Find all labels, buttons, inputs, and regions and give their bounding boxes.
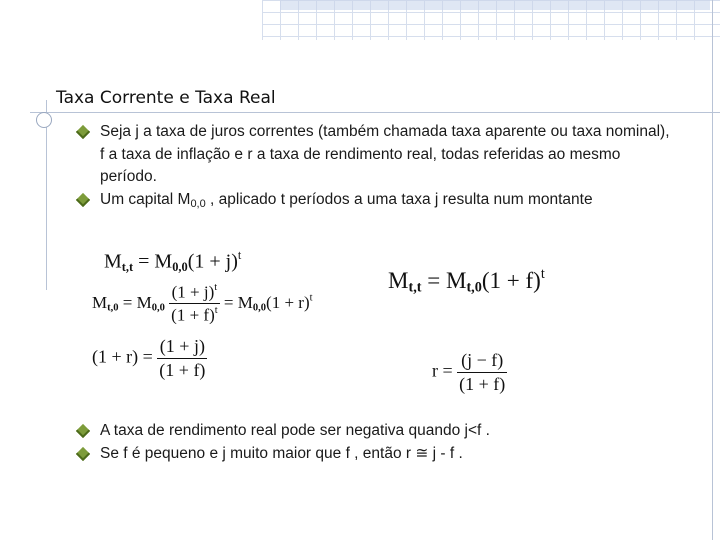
eq-symbol: = M xyxy=(118,292,152,312)
eq-body: (1 + j) xyxy=(187,250,238,273)
eq-symbol: M xyxy=(104,250,122,273)
left-accent-line xyxy=(46,100,47,290)
eq-fraction xyxy=(157,336,207,381)
bullet-list-top xyxy=(78,121,678,215)
eq-exponent: t xyxy=(540,266,545,282)
bullet-text: , aplicado t períodos a uma taxa j resulta num montante xyxy=(205,190,593,208)
eq-symbol: M xyxy=(388,267,409,293)
bullet-text: Seja j a taxa de juros correntes (também chamada taxa aparente ou taxa nominal), f a taxa de inflação e r a taxa de rendimento real, todas referidas ao mesmo período. xyxy=(100,123,670,185)
eq-body: (1 + r) xyxy=(266,292,310,312)
diamond-bullet-icon xyxy=(76,424,90,438)
eq-subscript: t,t xyxy=(121,259,134,274)
equation-taxa-real-fraction xyxy=(92,336,207,381)
eq-body: (1 + f) xyxy=(171,305,215,325)
eq-fraction xyxy=(457,350,507,395)
title-underline xyxy=(30,112,720,113)
equation-montante-j xyxy=(104,248,241,275)
eq-subscript: t,0 xyxy=(107,302,119,314)
equation-montante-f xyxy=(388,266,545,297)
bullet-text: Um capital M xyxy=(100,190,191,208)
diamond-bullet-icon xyxy=(76,125,90,139)
bullet-text: Se f é pequeno e j muito maior que f , então r ≅ j - f . xyxy=(100,444,463,462)
slide-title: Taxa Corrente e Taxa Real xyxy=(56,88,276,108)
eq-subscript: 0,0 xyxy=(252,302,267,314)
eq-numerator: (j − f) xyxy=(461,350,504,370)
eq-symbol: = M xyxy=(421,267,467,293)
bullet-item xyxy=(78,189,678,216)
subscript: 0,0 xyxy=(190,197,206,210)
eq-numerator: (1 + j) xyxy=(159,336,205,356)
eq-subscript: t,t xyxy=(408,279,422,296)
bullet-item xyxy=(78,121,678,189)
right-border-line xyxy=(712,0,713,540)
circle-decoration xyxy=(36,112,52,128)
bullet-item xyxy=(78,420,678,443)
eq-subscript: 0,0 xyxy=(151,302,165,314)
eq-fraction xyxy=(169,282,220,326)
eq-symbol: M xyxy=(92,292,108,312)
eq-numerator xyxy=(169,282,220,303)
eq-exponent: t xyxy=(214,282,218,293)
bullet-text: A taxa de rendimento real pode ser negativa quando j<f . xyxy=(100,422,490,439)
eq-subscript: t,0 xyxy=(466,279,482,296)
eq-denominator: (1 + f) xyxy=(459,374,506,394)
diamond-bullet-icon xyxy=(76,446,90,460)
corner-grid-decoration xyxy=(262,0,720,40)
eq-exponent: t xyxy=(309,292,313,304)
eq-exponent: t xyxy=(237,248,242,262)
bullet-item xyxy=(78,443,678,466)
eq-symbol: (1 + r) = xyxy=(92,346,158,367)
bullet-list-bottom xyxy=(78,420,678,465)
equation-montante-real xyxy=(92,282,313,326)
eq-denominator: (1 + f) xyxy=(159,360,206,380)
eq-symbol: = M xyxy=(219,292,253,312)
eq-denominator xyxy=(169,303,220,325)
eq-body: (1 + j) xyxy=(171,282,215,302)
diamond-bullet-icon xyxy=(76,192,90,206)
equation-r-fraction xyxy=(432,350,507,395)
eq-body: (1 + f) xyxy=(481,267,541,293)
eq-exponent: t xyxy=(214,305,218,317)
eq-symbol: r = xyxy=(432,360,458,381)
eq-symbol: = M xyxy=(133,250,173,273)
eq-subscript: 0,0 xyxy=(172,259,188,274)
